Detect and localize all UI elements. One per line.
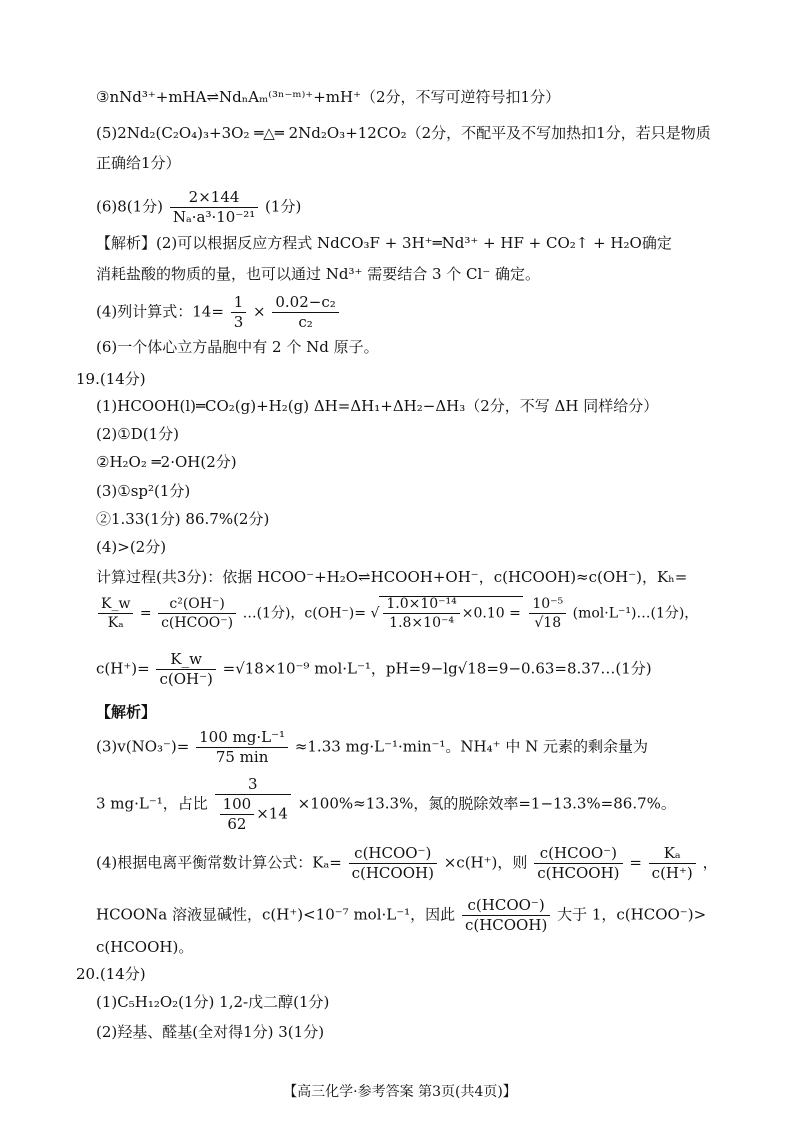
fraction-rate: $\frac{\text{100 mg·L⁻¹}}{75 \min}$ xyxy=(196,730,288,765)
fraction-kw-oh: $\frac{K\_w}{c(OH^-)}$ xyxy=(156,652,215,687)
fraction-inner: $\frac{100}{62}$ xyxy=(220,797,255,832)
fraction-oh-hcoo: $\frac{\text{c²(OH⁻)}}{\text{c(HCOO⁻)}}$ xyxy=(158,597,236,630)
fraction-ratio-2: $\frac{\text{c(HCOO⁻)}}{\text{c(HCOOH)}}$ xyxy=(462,898,550,933)
q19-calc-line-3: c(H⁺)= $\frac{K\_w}{c(OH^-)}$ =√18×10⁻⁹ mol·L⁻¹，pH=9−lg√18=9−0.63=8.37…(1分) xyxy=(96,650,652,688)
fraction-ka-3: $\frac{\text{Kₐ}}{c(H^+)}$ xyxy=(649,846,696,881)
q19-analysis-line-4: HCOONa 溶液显碱性，c(H⁺)<10⁻⁷ mol·L⁻¹，因此 $\frac{\text{c(HCOO⁻)}}{\text{c(HCOOH)}}$ 大于 1，c(HCOO⁻)> xyxy=(96,896,707,934)
analysis-line-2: 消耗盐酸的物质的量，也可以通过 Nd³⁺ 需要结合 3 个 Cl⁻ 确定。 xyxy=(96,265,541,283)
q19-analysis-line-1: (3)v(NO₃⁻)= $\frac{\text{100 mg·L⁻¹}}{75 \min}$ ≈1.33 mg·L⁻¹·min⁻¹。NH₄⁺ 中 N 元素的剩余量为 xyxy=(96,728,648,766)
fraction-density: $\frac{2\times 144}{\text{Nₐ·a³·10⁻²¹}}$ xyxy=(170,190,258,225)
answer-line-4: (6)8(1分) $\frac{2\times 144}{\text{Nₐ·a³·10⁻²¹}}$ (1分) xyxy=(96,188,302,226)
fraction-kw-ka: $\frac{K\_w}{\text{Kₐ}}$ xyxy=(98,597,133,630)
fraction-ratio: 3 $\frac{100}{62}$ ×14 xyxy=(215,777,291,832)
q19-analysis-line-5: c(HCOOH)。 xyxy=(96,938,194,956)
fraction-ka-2: $\frac{\text{c(HCOO⁻)}}{\text{c(HCOOH)}}$ xyxy=(534,846,622,881)
q19-analysis-line-3: (4)根据电离平衡常数计算公式：Kₐ= $\frac{\text{c(HCOO⁻)}}{\text{c(HCOOH)}}$ ×c(H⁺)，则 $\frac{\text{c(HCOO⁻)}}{\text{c(HCOOH)}}$ = $\frac{\text{Kₐ}}{c(H^+)}$ ， xyxy=(96,844,718,882)
q19-line-3: ②H₂O₂ ═2·OH(2分) xyxy=(96,453,237,471)
q19-line-6: (4)>(2分) xyxy=(96,538,167,556)
answer-line-3: 正确给1分） xyxy=(96,154,181,172)
fraction-result: $\frac{\text{10⁻⁵}}{√18}$ xyxy=(529,597,566,630)
analysis-line-1: 【解析】(2)可以根据反应方程式 NdCO₃F + 3H⁺═Nd³⁺ + HF + CO₂↑ + H₂O确定 xyxy=(96,234,672,252)
answer-line-6: (6)一个体心立方晶胞中有 2 个 Nd 原子。 xyxy=(96,338,379,356)
q20-line-2: (2)羟基、醛基(全对得1分) 3(1分) xyxy=(96,1023,325,1041)
q20-line-1: (1)C₅H₁₂O₂(1分) 1,2-戊二醇(1分) xyxy=(96,993,330,1011)
q19-line-5: ②1.33(1分) 86.7%(2分) xyxy=(96,510,270,528)
q19-analysis-line-2: 3 mg·L⁻¹，占比 3 $\frac{100}{62}$ ×14 ×100%≈13.3%，氮的脱除效率=1−13.3%=86.7%。 xyxy=(96,775,676,833)
q19-line-4: (3)①sp²(1分) xyxy=(96,482,191,500)
question-20-header: 20.(14分) xyxy=(76,965,146,983)
answer-line-1: ③nNd³⁺+mHA⇌NdₙAₘ⁽³ⁿ⁻ᵐ⁾⁺+mH⁺（2分，不写可逆符号扣1分） xyxy=(96,88,561,106)
fraction-one-third: $\frac{1}{3}$ xyxy=(231,295,247,330)
q19-calc-line-1: 计算过程(共3分)：依据 HCOO⁻+H₂O⇌HCOOH+OH⁻，c(HCOOH)≈c(OH⁻)，Kₕ= xyxy=(96,568,688,586)
q19-line-1: (1)HCOOH(l)═CO₂(g)+H₂(g) ΔH=ΔH₁+ΔH₂−ΔH₃（2分，不写 ΔH 同样给分） xyxy=(96,397,659,415)
analysis-heading: 【解析】 xyxy=(96,703,157,721)
fraction-conc: $\frac{\text{0.02−c₂}}{\text{c₂}}$ xyxy=(272,295,338,330)
answer-line-2: (5)2Nd₂(C₂O₄)₃+3O₂ ═△═ 2Nd₂O₃+12CO₂（2分，不配平及不写加热扣1分，若只是物质 xyxy=(96,124,711,142)
calc-line-1: (4)列计算式：14= $\frac{1}{3}$ × $\frac{\text{0.02−c₂}}{\text{c₂}}$ xyxy=(96,295,341,330)
q19-calc-line-2: $\frac{K\_w}{\text{Kₐ}}$ = $\frac{\text{c²(OH⁻)}}{\text{c(HCOO⁻)}}$ …(1分)，c(OH⁻)= √ $\frac{\text{1.0×10⁻¹⁴}}{\text{1.8×10⁻⁴}}$ ×0.10 = $\frac{\text{10⁻⁵}}{√18}$ (mol·L⁻¹)…(1分)， xyxy=(96,596,698,630)
question-19-header: 19.(14分) xyxy=(76,370,146,388)
fraction-ka-1: $\frac{\text{c(HCOO⁻)}}{\text{c(HCOOH)}}$ xyxy=(349,846,437,881)
page-footer: 【高三化学·参考答案 第3页(共4页)】 xyxy=(283,1084,517,1100)
fraction-sqrt-inner: $\frac{\text{1.0×10⁻¹⁴}}{\text{1.8×10⁻⁴}}$ xyxy=(383,597,459,630)
q19-line-2: (2)①D(1分) xyxy=(96,425,179,443)
